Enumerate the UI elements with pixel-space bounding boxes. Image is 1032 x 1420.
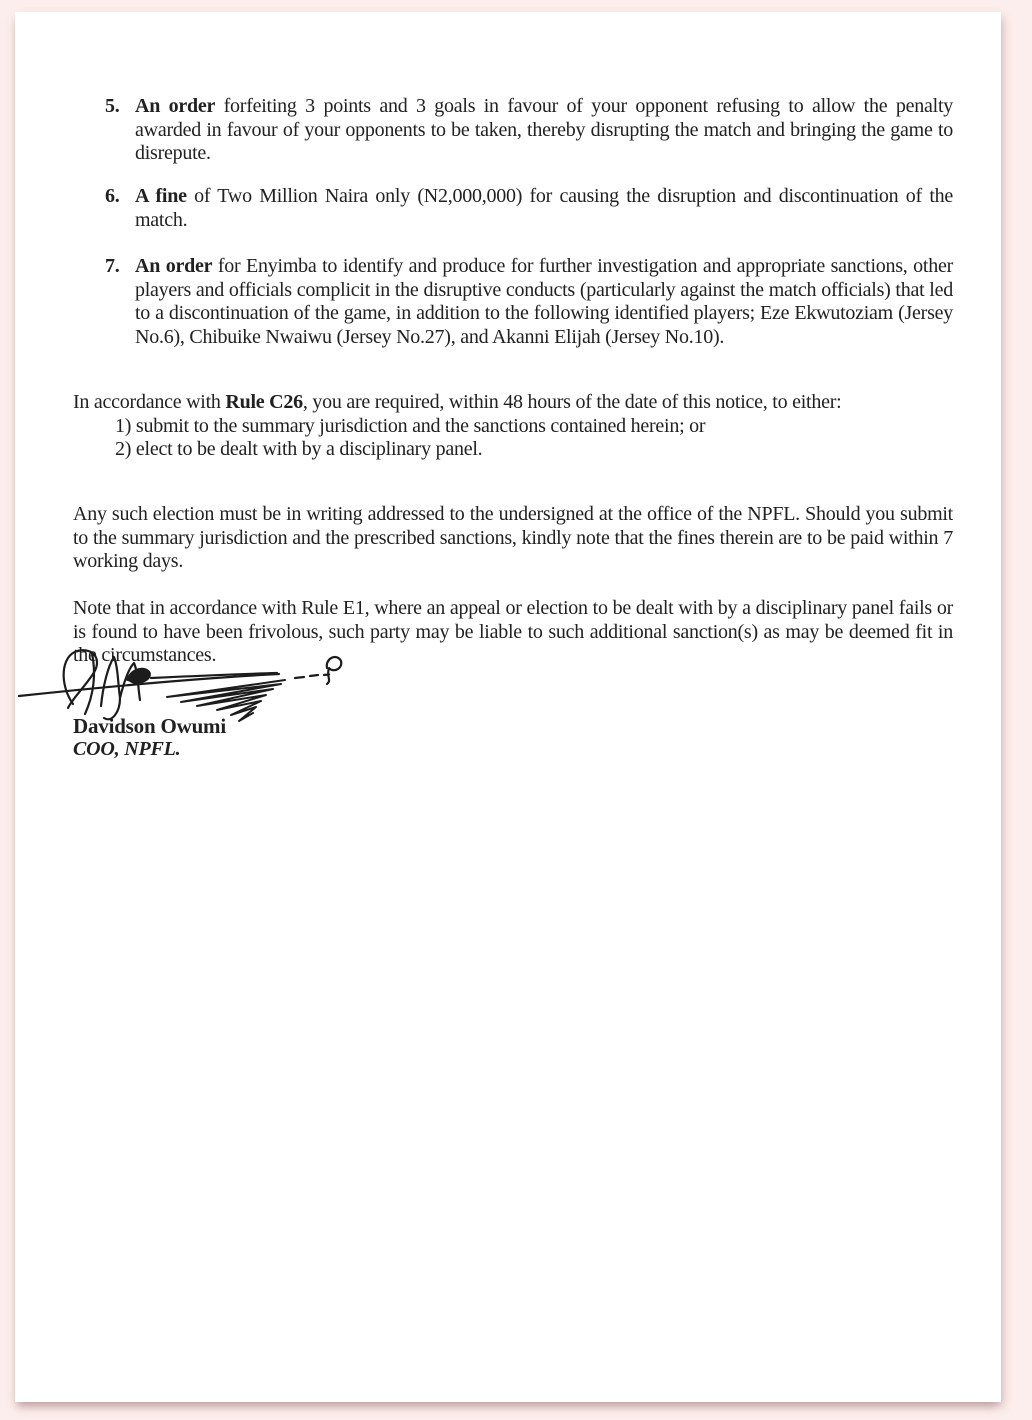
list-number: 6.: [105, 185, 120, 207]
rule-suffix: , you are required, within 48 hours of the date of this notice, to either:: [302, 391, 842, 413]
signatory-title: COO, NPFL.: [73, 738, 181, 760]
sanction-body: of Two Million Naira only (N2,000,000) for causing the disruption and discontinuation of the match.: [135, 185, 954, 231]
list-number: 5.: [105, 95, 120, 117]
document-page: [15, 12, 1001, 1402]
sanction-item-5: [105, 95, 953, 166]
rule-reference: Rule C26: [225, 391, 303, 413]
sanction-item-6: [105, 185, 953, 232]
rule-e1-note-paragraph: Note that in accordance with Rule E1, where an appeal or election to be dealt with by a disciplinary panel fails or is found to have been frivolous, such party may be liable to such additional sanction(s) as may be deemed fit in the circumstances.: [73, 597, 953, 666]
sanction-item-7: [105, 255, 953, 349]
sanction-lead: A fine: [135, 185, 187, 207]
rule-c26-paragraph: [73, 391, 953, 462]
sanction-lead: An order: [135, 255, 213, 277]
sanction-lead: An order: [135, 95, 216, 117]
list-number: 7.: [105, 255, 120, 277]
sanction-body: for Enyimba to identify and produce for further investigation and appropriate sanctions, other players and officials complicit in the disruptive conducts (particularly against the match officials) that led to a discontinuation of the game, in addition to the following identified players; Eze Ekwutoziam (Jersey No.6), Chibuike Nwaiwu (Jersey No.27), and Akanni Elijah (Jersey No.10).: [135, 255, 954, 348]
signatory-name: Davidson Owumi: [73, 714, 226, 738]
option-1: 1) submit to the summary jurisdiction and the sanctions contained herein; or: [115, 414, 706, 437]
signatory-block: [73, 714, 226, 761]
option-2: 2) elect to be dealt with by a disciplinary panel.: [115, 438, 483, 460]
election-paragraph: Any such election must be in writing addressed to the undersigned at the office of the NPFL. Should you submit to the summary jurisdiction and the prescribed sanctions, kindly note that the fines therein are to be paid within 7 working days.: [73, 503, 953, 572]
rule-prefix: In accordance with: [73, 391, 226, 413]
rule-c26-text: [73, 391, 953, 415]
sanction-body: forfeiting 3 points and 3 goals in favour of your opponent refusing to allow the penalty awarded in favour of your opponents to be taken, thereby disrupting the match and bringing the game to disrepute.: [135, 95, 954, 164]
